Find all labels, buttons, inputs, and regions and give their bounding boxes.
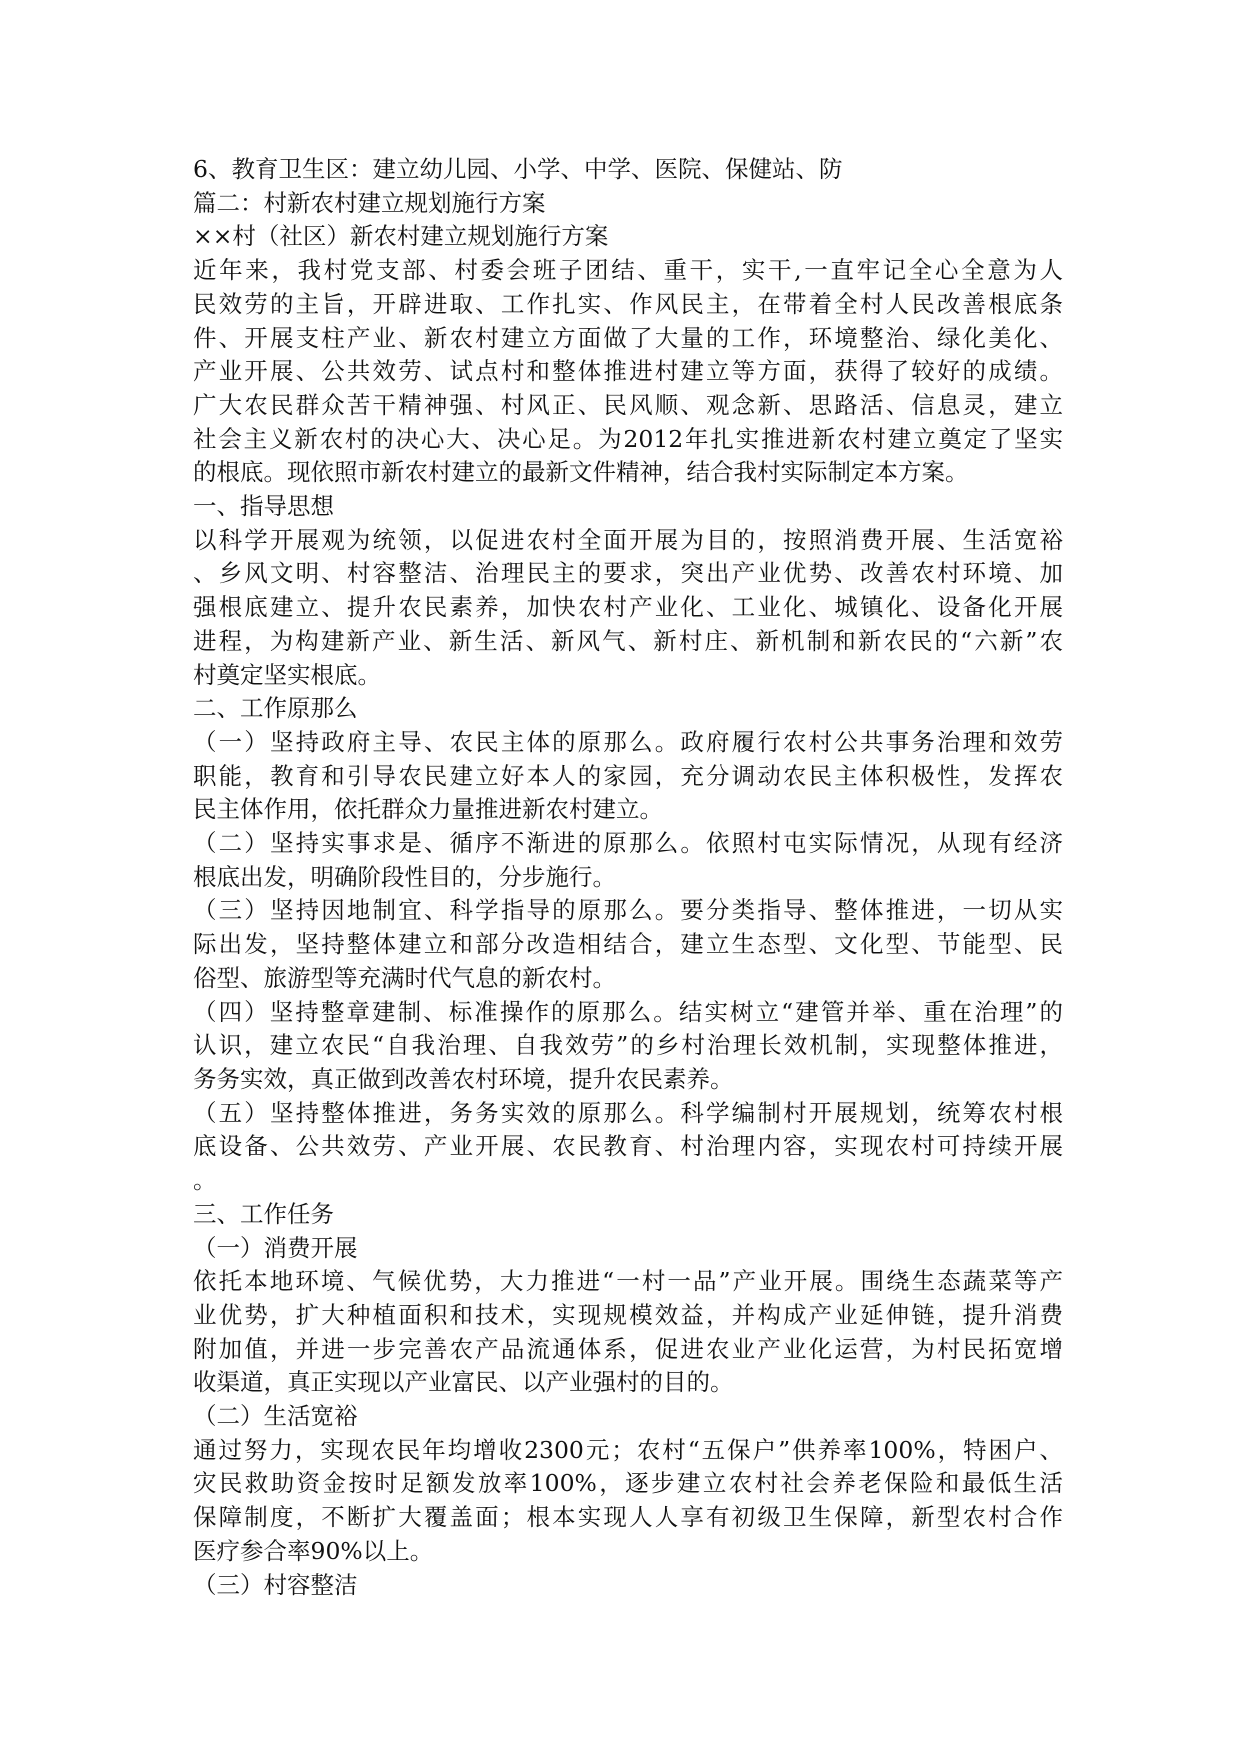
principle-five-line: （五）坚持整体推进，务务实效的原那么。科学编制村开展规划，统筹农村根 — [193, 1098, 1063, 1127]
plan-title: ××村（社区）新农村建立规划施行方案 — [193, 222, 609, 251]
intro-line: 广大农民群众苦干精神强、村风正、民风顺、观念新、思路活、信息灵，建立 — [193, 390, 1063, 419]
affluent-life-line: 灾民救助资金按时足额发放率100%，逐步建立农村社会养老保险和最低生活 — [193, 1469, 1063, 1498]
principle-five-line: 底设备、公共效劳、产业开展、农民教育、村治理内容，实现农村可持续开展 — [193, 1132, 1063, 1161]
principle-two-line: （二）坚持实事求是、循序不渐进的原那么。依照村屯实际情况，从现有经济 — [193, 829, 1063, 858]
subheading-affluent-life: （二）生活宽裕 — [193, 1402, 358, 1431]
subheading-consumption-development: （一）消费开展 — [193, 1233, 358, 1262]
guiding-thought-line: 村奠定坚实根底。 — [193, 660, 381, 689]
chapter-two-title: 篇二：村新农村建立规划施行方案 — [193, 188, 546, 217]
intro-line: 的根底。现依照市新农村建立的最新文件精神，结合我村实际制定本方案。 — [193, 458, 969, 487]
affluent-life-line: 保障制度，不断扩大覆盖面；根本实现人人享有初级卫生保障，新型农村合作 — [193, 1503, 1063, 1532]
principle-three-line: 际出发，坚持整体建立和部分改造相结合，建立生态型、文化型、节能型、民 — [193, 930, 1063, 959]
guiding-thought-line: 强根底建立、提升农民素养，加快农村产业化、工业化、城镇化、设备化开展 — [193, 593, 1063, 622]
intro-line: 件、开展支柱产业、新农村建立方面做了大量的工作，环境整治、绿化美化、 — [193, 323, 1063, 352]
guiding-thought-line: 进程，为构建新产业、新生活、新风气、新村庄、新机制和新农民的“六新”农 — [193, 626, 1063, 655]
intro-line: 社会主义新农村的决心大、决心足。为2012年扎实推进新农村建立奠定了坚实 — [193, 424, 1063, 453]
principle-three-line: 俗型、旅游型等充满时代气息的新农村。 — [193, 963, 616, 992]
affluent-life-line: 通过努力，实现农民年均增收2300元；农村“五保户”供养率100%，特困户、 — [193, 1435, 1063, 1464]
principle-one-line: （一）坚持政府主导、农民主体的原那么。政府履行农村公共事务治理和效劳 — [193, 727, 1063, 756]
document-page — [193, 153, 1063, 1602]
principle-one-line: 职能，教育和引导农民建立好本人的家园，充分调动农民主体积极性，发挥农 — [193, 761, 1063, 790]
intro-line: 近年来，我村党支部、村委会班子团结、重干，实干,一直牢记全心全意为人 — [193, 256, 1063, 285]
guiding-thought-line: 以科学开展观为统领，以促进农村全面开展为目的，按照消费开展、生活宽裕 — [193, 525, 1063, 554]
subheading-village-tidiness: （三）村容整洁 — [193, 1570, 358, 1599]
principle-four-line: 认识，建立农民“自我治理、自我效劳”的乡村治理长效机制，实现整体推进， — [193, 1031, 1063, 1060]
consumption-line: 收渠道，真正实现以产业富民、以产业强村的目的。 — [193, 1368, 734, 1397]
principle-four-line: （四）坚持整章建制、标准操作的原那么。结实树立“建管并举、重在治理”的 — [193, 997, 1063, 1026]
intro-line: 民效劳的主旨，开辟进取、工作扎实、作风民主，在带着全村人民改善根底条 — [193, 289, 1063, 318]
consumption-line: 附加值，并进一步完善农产品流通体系，促进农业产业化运营，为村民拓宽增 — [193, 1334, 1063, 1363]
consumption-line: 依托本地环境、气候优势，大力推进“一村一品”产业开展。围绕生态蔬菜等产 — [193, 1267, 1063, 1296]
guiding-thought-line: 、乡风文明、村容整洁、治理民主的要求，突出产业优势、改善农村环境、加 — [193, 559, 1063, 588]
consumption-line: 业优势，扩大种植面积和技术，实现规模效益，并构成产业延伸链，提升消费 — [193, 1300, 1063, 1329]
affluent-life-line: 医疗参合率90%以上。 — [193, 1536, 434, 1565]
principle-one-line: 民主体作用，依托群众力量推进新农村建立。 — [193, 795, 663, 824]
heading-guiding-thought: 一、指导思想 — [193, 492, 334, 521]
heading-work-tasks: 三、工作任务 — [193, 1199, 334, 1228]
intro-line: 产业开展、公共效劳、试点村和整体推进村建立等方面，获得了较好的成绩。 — [193, 357, 1063, 386]
principle-two-line: 根底出发，明确阶段性目的，分步施行。 — [193, 862, 616, 891]
principle-five-line: 。 — [193, 1166, 217, 1195]
principle-three-line: （三）坚持因地制宜、科学指导的原那么。要分类指导、整体推进，一切从实 — [193, 896, 1063, 925]
heading-work-principles: 二、工作原那么 — [193, 694, 358, 723]
section-6-education-health: 6、教育卫生区：建立幼儿园、小学、中学、医院、保健站、防 — [193, 155, 843, 183]
principle-four-line: 务务实效，真正做到改善农村环境，提升农民素养。 — [193, 1064, 734, 1093]
